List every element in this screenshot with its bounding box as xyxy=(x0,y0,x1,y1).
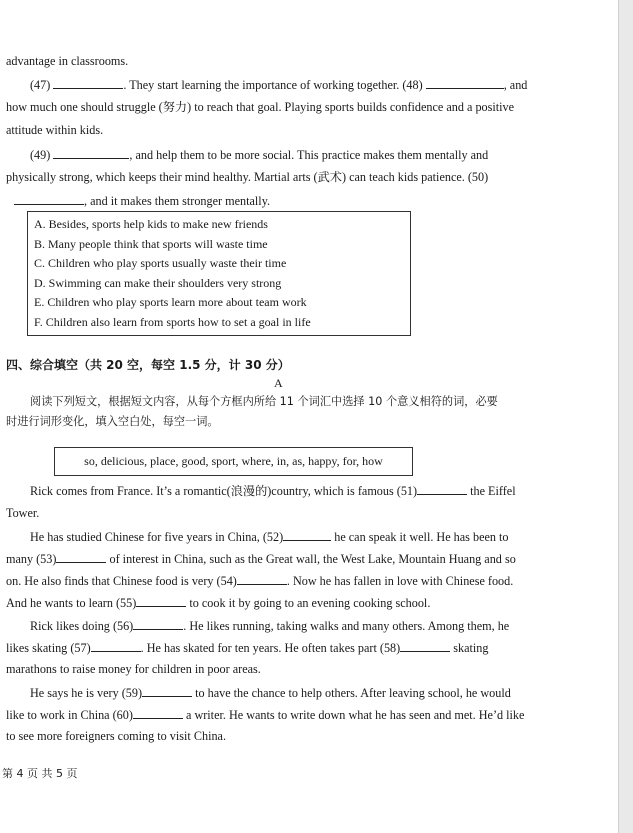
word-bank: so, delicious, place, good, sport, where, in, as, happy, for, how xyxy=(54,447,413,476)
blank-50[interactable] xyxy=(14,192,84,205)
part-label: A xyxy=(274,376,283,390)
instructions-line-2: 时进行词形变化，填入空白处，每空一词。 xyxy=(6,415,219,428)
passage2-line-5 xyxy=(6,572,513,589)
option-c: C. Children who play sports usually waste their time xyxy=(34,256,287,270)
passage2-text: to cook it by going to an evening cooking school. xyxy=(186,596,431,610)
question-47-number: (47) xyxy=(30,78,51,92)
option-a: A. Besides, sports help kids to make new friends xyxy=(34,217,268,231)
option-f: F. Children also learn from sports how to set a goal in life xyxy=(34,315,311,329)
question-49-number: (49) xyxy=(30,148,51,162)
passage2-text: He says he is very (59) xyxy=(30,686,143,700)
option-e: E. Children who play sports learn more about team work xyxy=(34,295,307,309)
passage2-text: Rick likes doing (56) xyxy=(30,619,134,633)
blank-60[interactable] xyxy=(133,706,183,719)
page-edge-shadow xyxy=(618,0,633,833)
passage2-text: . He likes running, taking walks and many others. Among them, he xyxy=(183,619,510,633)
passage2-text: on. He also finds that Chinese food is very (54) xyxy=(6,574,237,588)
passage1-line-4: attitude within kids. xyxy=(6,123,104,137)
passage2-line-9: marathons to raise money for children in poor areas. xyxy=(6,662,261,676)
blank-52[interactable] xyxy=(283,528,331,541)
passage1-line-5 xyxy=(30,146,488,163)
passage2-text: . Now he has fallen in love with Chinese food. xyxy=(286,574,514,588)
passage2-line-10 xyxy=(30,684,511,701)
passage2-text: likes skating (57) xyxy=(6,641,91,655)
passage2-text: of interest in China, such as the Great wall, the West Lake, Mountain Huang and so xyxy=(106,552,516,566)
blank-57[interactable] xyxy=(91,639,141,652)
passage1-line-6: physically strong, which keeps their mind healthy. Martial arts (武术) can teach kids patience. (50) xyxy=(6,170,489,184)
blank-53[interactable] xyxy=(56,550,106,563)
blank-54[interactable] xyxy=(237,572,287,585)
option-d: D. Swimming can make their shoulders very strong xyxy=(34,276,282,290)
passage2-line-2: Tower. xyxy=(6,506,40,520)
passage1-line-2 xyxy=(30,76,527,93)
passage2-line-7 xyxy=(30,617,509,634)
passage2-line-1 xyxy=(30,482,516,499)
passage2-line-8 xyxy=(6,639,488,656)
passage1-text: , and it makes them stronger mentally. xyxy=(84,194,271,208)
passage2-text: . He has skated for ten years. He often takes part (58) xyxy=(140,641,401,655)
passage1-text: , and help them to be more social. This practice makes them mentally and xyxy=(129,148,489,162)
section-heading: 四、综合填空（共 20 空，每空 1.5 分，计 30 分） xyxy=(6,358,290,372)
instructions-line-1: 阅读下列短文，根据短文内容，从每个方框内所给 11 个词汇中选择 10 个意义相符的词，必要 xyxy=(30,395,498,408)
passage2-text: the Eiffel xyxy=(467,484,516,498)
options-box xyxy=(27,211,411,336)
blank-55[interactable] xyxy=(136,594,186,607)
passage1-text: . They start learning the importance of working together. (48) xyxy=(123,78,423,92)
passage2-line-11 xyxy=(6,706,524,723)
blank-58[interactable] xyxy=(400,639,450,652)
passage2-line-3 xyxy=(30,528,509,545)
passage2-text: to have the chance to help others. After leaving school, he would xyxy=(192,686,511,700)
passage1-text: , and xyxy=(503,78,528,92)
passage2-line-6 xyxy=(6,594,430,611)
blank-48[interactable] xyxy=(426,76,504,89)
passage2-text: he can speak it well. He has been to xyxy=(331,530,509,544)
passage2-text: skating xyxy=(450,641,489,655)
passage2-line-12: to see more foreigners coming to visit China. xyxy=(6,729,227,743)
blank-51[interactable] xyxy=(417,482,467,495)
passage1-line-3: how much one should struggle (努力) to reach that goal. Playing sports builds confidence and a positive xyxy=(6,100,515,114)
passage1-line-7 xyxy=(14,192,270,209)
passage1-line-1: advantage in classrooms. xyxy=(6,54,129,68)
passage2-line-4 xyxy=(6,550,516,567)
passage2-text: many (53) xyxy=(6,552,57,566)
blank-56[interactable] xyxy=(133,617,183,630)
page-number-footer: 第 4 页 共 5 页 xyxy=(2,767,78,780)
blank-47[interactable] xyxy=(53,76,123,89)
passage2-text: And he wants to learn (55) xyxy=(6,596,137,610)
option-b: B. Many people think that sports will waste time xyxy=(34,237,268,251)
passage2-text: like to work in China (60) xyxy=(6,708,133,722)
passage2-text: Rick comes from France. It’s a romantic(浪漫的)country, which is famous (51) xyxy=(30,484,418,498)
blank-59[interactable] xyxy=(142,684,192,697)
blank-49[interactable] xyxy=(53,146,129,159)
passage2-text: a writer. He wants to write down what he has seen and met. He’d like xyxy=(182,708,525,722)
passage2-text: He has studied Chinese for five years in China, (52) xyxy=(30,530,284,544)
